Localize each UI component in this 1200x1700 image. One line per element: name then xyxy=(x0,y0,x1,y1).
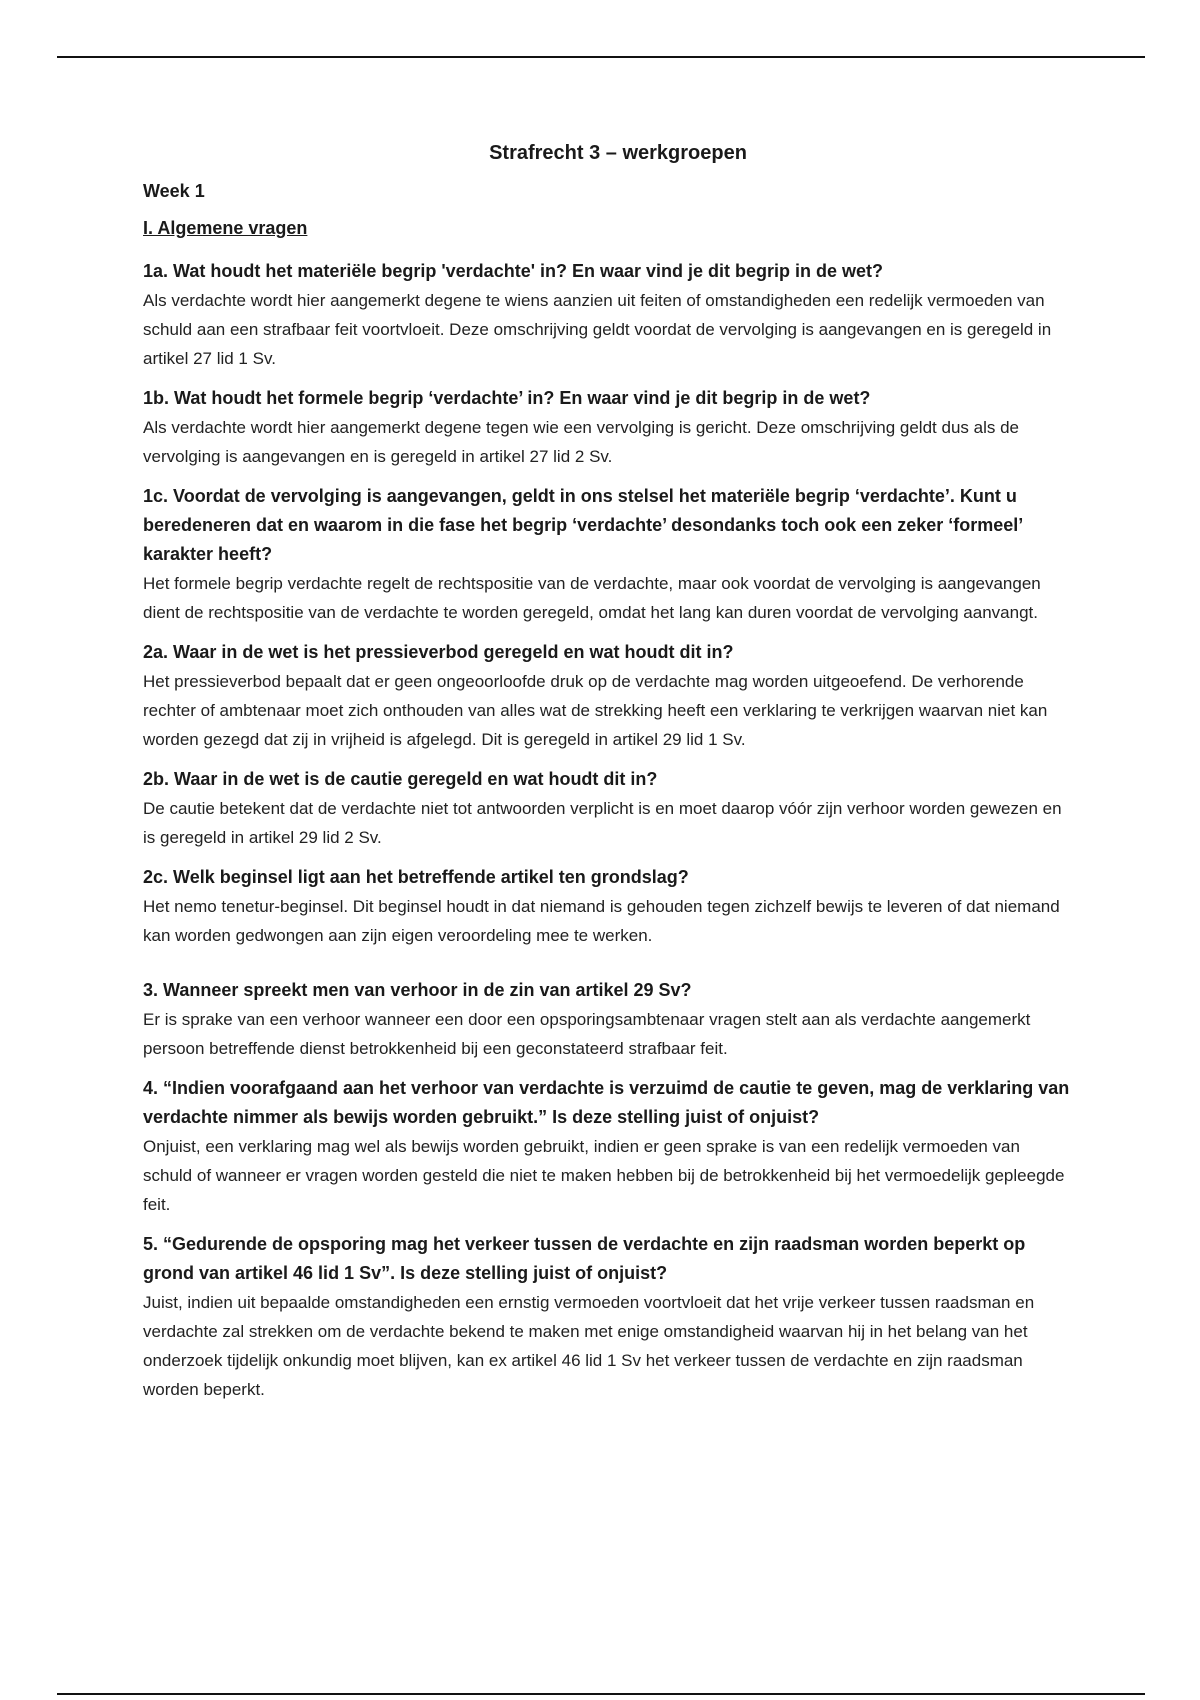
question-3: 3. Wanneer spreekt men van verhoor in de zin van artikel 29 Sv? xyxy=(143,980,692,1000)
week-heading: Week 1 xyxy=(143,181,205,201)
answer-2c: Het nemo tenetur-beginsel. Dit beginsel houdt in dat niemand is gehouden tegen zichzelf bewijs te leveren of dat niemand kan worden gedwongen aan zijn eigen veroordeling mee te werken. xyxy=(143,897,1060,945)
qa-item-2c xyxy=(143,863,1073,950)
header-rule xyxy=(57,56,1145,58)
question-1a: 1a. Wat houdt het materiële begrip 'verdachte' in? En waar vind je dit begrip in de wet? xyxy=(143,261,884,281)
qa-item-1b xyxy=(143,384,1073,471)
qa-item-3 xyxy=(143,976,1073,1063)
question-2b: 2b. Waar in de wet is de cautie geregeld en wat houdt dit in? xyxy=(143,769,658,789)
answer-2a: Het pressieverbod bepaalt dat er geen ongeoorloofde druk op de verdachte mag worden uitgeoefend. De verhorende rechter of ambtenaar moet zich onthouden van alles wat de strekking heeft een verklaring te verkrijgen waarvan niet kan worden gezegd dat zij in vrijheid is afgelegd. Dit is geregeld in artikel 29 lid 1 Sv. xyxy=(143,672,1048,749)
question-1b: 1b. Wat houdt het formele begrip ‘verdachte’ in? En waar vind je dit begrip in de wet? xyxy=(143,388,871,408)
question-2c: 2c. Welk beginsel ligt aan het betreffende artikel ten grondslag? xyxy=(143,867,689,887)
qa-item-2b xyxy=(143,765,1073,852)
answer-1a: Als verdachte wordt hier aangemerkt degene te wiens aanzien uit feiten of omstandigheden een redelijk vermoeden van schuld aan een strafbaar feit voortvloeit. Deze omschrijving geldt voordat de vervolging is aangevangen en is geregeld in artikel 27 lid 1 Sv. xyxy=(143,291,1052,368)
answer-2b: De cautie betekent dat de verdachte niet tot antwoorden verplicht is en moet daarop vóór zijn verhoor worden gewezen en is geregeld in artikel 29 lid 2 Sv. xyxy=(143,799,1062,847)
answer-1c: Het formele begrip verdachte regelt de rechtspositie van de verdachte, maar ook voordat de vervolging is aangevangen dient de rechtspositie van de verdachte te worden geregeld, omdat het lang kan duren voordat de vervolging aanvangt. xyxy=(143,574,1041,622)
answer-5: Juist, indien uit bepaalde omstandigheden een ernstig vermoeden voortvloeit dat het vrije verkeer tussen raadsman en verdachte zal strekken om de verdachte bekend te maken met enige omstandigheid waarvan hij in het belang van het onderzoek tijdelijk onkundig moet blijven, kan ex artikel 46 lid 1 Sv het verkeer tussen de verdachte en zijn raadsman worden beperkt. xyxy=(143,1293,1035,1399)
qa-item-2a xyxy=(143,638,1073,754)
qa-item-4 xyxy=(143,1074,1073,1219)
qa-item-1c xyxy=(143,482,1073,627)
qa-item-1a xyxy=(143,257,1073,373)
question-5: 5. “Gedurende de opsporing mag het verkeer tussen de verdachte en zijn raadsman worden beperkt op grond van artikel 46 lid 1 Sv”. Is deze stelling juist of onjuist? xyxy=(143,1234,1026,1283)
answer-4: Onjuist, een verklaring mag wel als bewijs worden gebruikt, indien er geen sprake is van een redelijk vermoeden van schuld of wanneer er vragen worden gesteld die niet te maken hebben bij de betrokkenheid bij het vermoedelijk gepleegde feit. xyxy=(143,1137,1065,1214)
section-heading: I. Algemene vragen xyxy=(143,218,308,238)
question-2a: 2a. Waar in de wet is het pressieverbod geregeld en wat houdt dit in? xyxy=(143,642,734,662)
question-4: 4. “Indien voorafgaand aan het verhoor van verdachte is verzuimd de cautie te geven, mag de verklaring van verdachte nimmer als bewijs worden gebruikt.” Is deze stelling juist of onjuist? xyxy=(143,1078,1070,1127)
qa-item-5 xyxy=(143,1230,1073,1404)
answer-1b: Als verdachte wordt hier aangemerkt degene tegen wie een vervolging is gericht. Deze omschrijving geldt dus als de vervolging is aangevangen en is geregeld in artikel 27 lid 2 Sv. xyxy=(143,418,1019,466)
footer-rule xyxy=(57,1693,1145,1695)
question-1c: 1c. Voordat de vervolging is aangevangen, geldt in ons stelsel het materiële begrip ‘verdachte’. Kunt u beredeneren dat en waarom in die fase het begrip ‘verdachte’ desondanks toch ook een zeker ‘formeel’ karakter heeft? xyxy=(143,486,1023,564)
document-title: Strafrecht 3 – werkgroepen xyxy=(489,142,747,164)
document-page xyxy=(143,142,1073,1415)
answer-3: Er is sprake van een verhoor wanneer een door een opsporingsambtenaar vragen stelt aan als verdachte aangemerkt persoon betreffende dienst betrokkenheid bij een geconstateerd strafbaar feit. xyxy=(143,1010,1031,1058)
